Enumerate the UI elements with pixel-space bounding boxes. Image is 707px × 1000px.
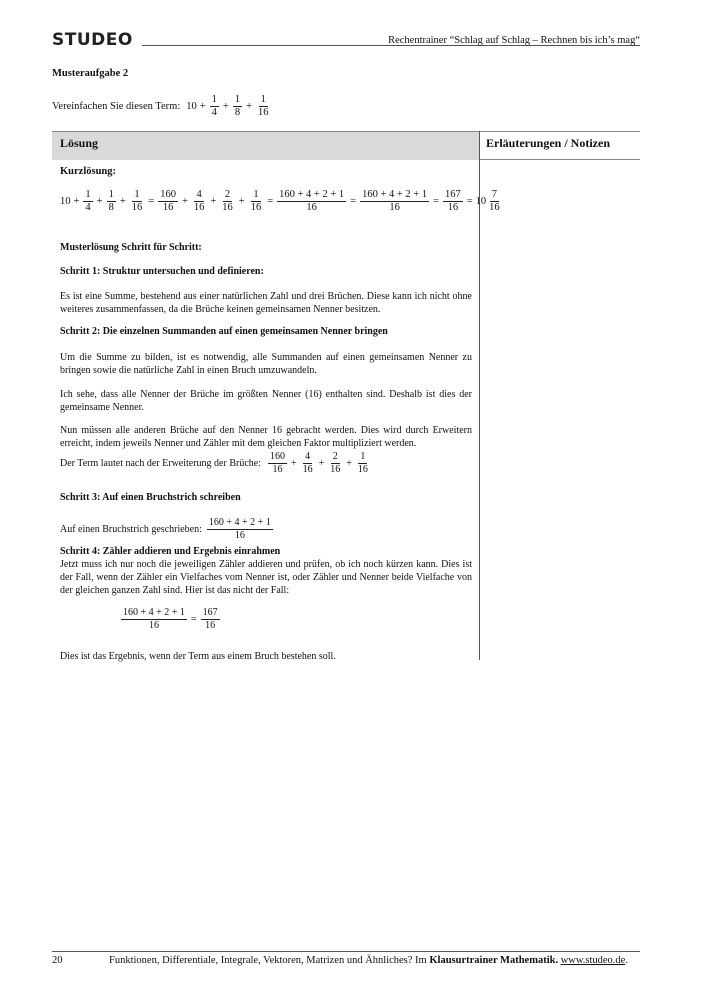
numerator: 4 [196, 189, 202, 200]
denominator: 16 [234, 530, 245, 541]
step-2-paragraph-1: Um die Summe zu bilden, ist es notwendig, alle Summanden auf einen gemeinsamen Nenner zu bringen sowie die natürliche Zahl in einen Bruch umzuwandeln. [60, 352, 472, 376]
header-title: Rechentrainer “Schlag auf Schlag – Rechnen bis ich’s mag“ [388, 35, 640, 46]
task-fraction-3 [256, 94, 271, 119]
short-solution-equation [60, 189, 503, 214]
plus-sign: + [246, 101, 252, 112]
equals-sign: = [466, 196, 473, 207]
task-prompt-row [52, 94, 272, 119]
page-number: 20 [52, 955, 63, 966]
step-2-paragraph-2: Ich sehe, dass alle Nenner der Brüche im größten Nenner (16) enthalten sind. Deshalb ist dies der gemeinsame Nenner. [60, 389, 472, 413]
step-4-text: Jetzt muss ich nur noch die jeweiligen Zähler addieren und prüfen, ob ich noch kürzen kann. Dies ist der Fall, wenn der Zähler ein Vielfaches vom Nenner ist, oder Zähler und Nenner beide Vielfache von der gleichen ganzen Zahl sind. Hier ist das nicht der Fall: [60, 559, 472, 596]
fraction [328, 451, 342, 476]
plus-sign: + [222, 101, 229, 112]
task-int: 10 [186, 101, 197, 112]
equals-sign: = [148, 196, 155, 207]
numerator: 160 [269, 451, 285, 462]
numerator: 2 [332, 451, 338, 462]
denominator: 16 [389, 202, 400, 213]
numerator: 1 [253, 189, 259, 200]
denominator: 16 [162, 202, 174, 213]
mixed-int: 10 [475, 196, 487, 207]
footer-link[interactable]: www.studeo.de [560, 955, 626, 966]
studeo-logo: STUDEO [52, 30, 133, 50]
plus-sign: + [238, 196, 245, 207]
fraction [443, 189, 463, 214]
step-2-title: Schritt 2: Die einzelnen Summanden auf einen gemeinsamen Nenner bringen [60, 326, 388, 337]
notes-top-rule [479, 131, 640, 132]
plus-sign: + [73, 196, 80, 207]
equals-sign: = [433, 196, 439, 207]
task-fraction-1 [210, 94, 219, 119]
denominator: 16 [131, 202, 143, 213]
equals-sign: = [350, 196, 357, 207]
numerator: 167 [445, 189, 461, 200]
denominator: 16 [489, 202, 500, 213]
numerator: 160 + 4 + 2 + 1 [362, 189, 428, 200]
fraction [158, 189, 178, 214]
numerator: 4 [305, 451, 311, 462]
numerator: 7 [491, 189, 498, 200]
fraction [277, 189, 346, 214]
step-1-text: Es ist eine Summe, bestehend aus einer natürlichen Zahl und drei Brüchen. Diese kann ich nicht ohne weiteres zusammenfassen, da die Brüche keinen gemeinsamen Nenner besitzen. [60, 291, 472, 315]
footer-rule [52, 951, 640, 952]
denominator: 16 [357, 464, 368, 475]
numerator: 160 + 4 + 2 + 1 [208, 517, 271, 528]
fraction [130, 189, 145, 214]
numerator: 1 [211, 94, 217, 105]
fraction [487, 189, 502, 214]
numerator: 1 [85, 189, 91, 200]
fraction [121, 607, 187, 632]
denominator: 16 [148, 620, 159, 631]
denominator: 16 [302, 464, 313, 475]
solution-header-bar [52, 131, 479, 160]
plus-sign: + [181, 196, 188, 207]
plus-sign: + [346, 458, 352, 469]
plus-sign: + [210, 196, 217, 207]
footer-text [109, 955, 628, 966]
denominator: 4 [211, 107, 217, 118]
denominator: 16 [306, 202, 317, 213]
fraction [356, 451, 370, 476]
denominator: 16 [205, 620, 216, 631]
numerator: 1 [260, 94, 266, 105]
step-by-step-title: Musterlösung Schritt für Schritt: [60, 242, 202, 253]
short-solution-title: Kurzlösung: [60, 166, 117, 177]
denominator: 8 [234, 107, 241, 118]
denominator: 16 [258, 107, 269, 118]
footer-bold: Klausurtrainer Mathematik. [429, 955, 559, 966]
fraction [249, 189, 264, 214]
plus-sign: + [199, 101, 206, 112]
fraction [268, 451, 287, 476]
step-1-title: Schritt 1: Struktur untersuchen und definieren: [60, 266, 264, 277]
numerator: 160 + 4 + 2 + 1 [123, 607, 185, 618]
fraction [301, 451, 315, 476]
numerator: 2 [224, 189, 231, 200]
fraction [83, 189, 92, 214]
task-fraction-2 [233, 94, 242, 119]
footer-main: Funktionen, Differentiale, Integrale, Vektoren, Matrizen und Ähnliches? Im [109, 955, 427, 966]
equals-sign: = [267, 196, 274, 207]
task-title: Musteraufgabe 2 [52, 68, 129, 79]
fraction [192, 189, 207, 214]
notes-header-rule [479, 159, 640, 160]
numerator: 1 [360, 451, 366, 462]
plus-sign: + [318, 458, 325, 469]
step-2-term-row [60, 451, 371, 476]
denominator: 16 [447, 202, 459, 213]
step-3-label: Auf einen Bruchstrich geschrieben: [60, 524, 202, 535]
fraction [207, 517, 273, 542]
final-sentence: Dies ist das Ergebnis, wenn der Term aus einem Bruch bestehen soll. [60, 651, 336, 662]
numerator: 1 [134, 189, 140, 200]
equals-sign: = [190, 614, 197, 625]
fraction [220, 189, 235, 214]
numerator: 1 [234, 94, 241, 105]
plus-sign: + [96, 196, 103, 207]
task-prompt: Vereinfachen Sie diesen Term: [52, 101, 181, 112]
denominator: 8 [108, 202, 114, 213]
denominator: 16 [250, 202, 262, 213]
solution-header: Lösung [60, 136, 99, 150]
step-4-equation [120, 607, 221, 632]
fraction [201, 607, 220, 632]
denominator: 16 [193, 202, 205, 213]
numerator: 1 [108, 189, 114, 200]
denominator: 16 [330, 464, 341, 475]
denominator: 16 [272, 464, 283, 475]
plus-sign: + [290, 458, 297, 469]
fraction [107, 189, 116, 214]
denominator: 16 [222, 202, 233, 213]
notes-header: Erläuterungen / Notizen [486, 136, 610, 150]
step-2-term-label: Der Term lautet nach der Erweiterung der Brüche: [60, 458, 261, 469]
step-3-title: Schritt 3: Auf einen Bruchstrich schreiben [60, 492, 241, 503]
step-3-row [60, 517, 274, 542]
numerator: 160 + 4 + 2 + 1 [279, 189, 345, 200]
int-term: 10 [60, 196, 71, 207]
step-2-paragraph-3: Nun müssen alle anderen Brüche auf den Nenner 16 gebracht werden. Dies wird durch Erweitern erreicht, indem jeweils Nenner und Zähler mit dem gleichen Faktor multipliziert werden. [60, 425, 472, 449]
numerator: 160 [160, 189, 176, 200]
denominator: 4 [85, 202, 91, 213]
step-4-title: Schritt 4: Zähler addieren und Ergebnis einrahmen [60, 546, 281, 557]
fraction [360, 189, 429, 214]
numerator: 167 [202, 607, 218, 618]
footer-end: . [625, 955, 628, 966]
plus-sign: + [119, 196, 126, 207]
